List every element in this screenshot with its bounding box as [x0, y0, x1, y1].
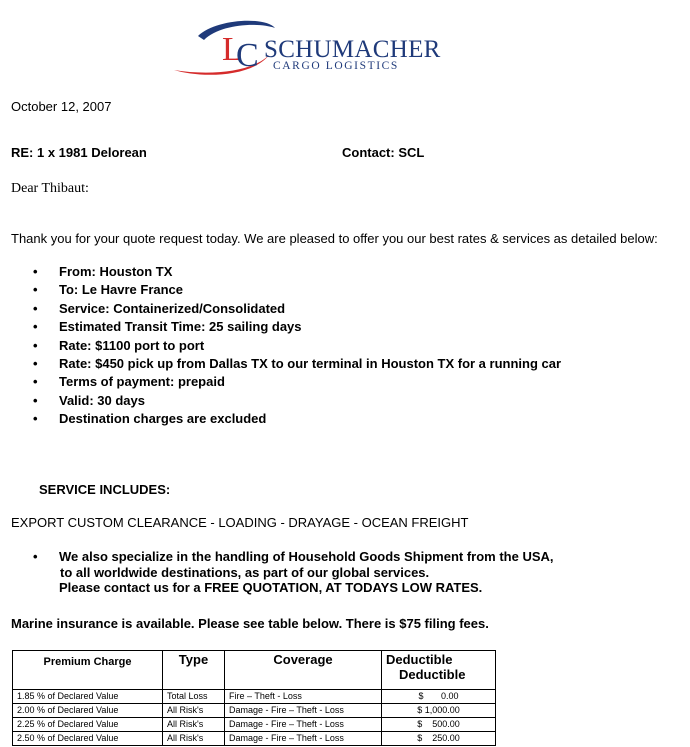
insurance-table	[12, 650, 496, 746]
cell-coverage: Damage - Fire – Theft - Loss	[225, 732, 382, 746]
table-header-row	[13, 651, 496, 690]
list-item: • Valid: 30 days	[30, 392, 561, 410]
cell-coverage: Fire – Theft - Loss	[225, 690, 382, 704]
insurance-note: Marine insurance is available. Please see table below. There is $75 filing fees.	[11, 616, 489, 631]
cell-coverage: Damage - Fire – Theft - Loss	[225, 718, 382, 732]
cell-premium: 1.85 % of Declared Value	[13, 690, 163, 704]
cell-premium: 2.50 % of Declared Value	[13, 732, 163, 746]
logo-monogram-l: L	[222, 31, 243, 68]
list-item: • To: Le Havre France	[30, 281, 561, 299]
list-item: • Estimated Transit Time: 25 sailing days	[30, 318, 561, 336]
list-item: • From: Houston TX	[30, 263, 561, 281]
cell-premium: 2.25 % of Declared Value	[13, 718, 163, 732]
list-item: • Terms of payment: prepaid	[30, 373, 561, 391]
cell-deductible: $ 1,000.00	[382, 704, 496, 718]
header-type: Type	[163, 651, 225, 690]
list-item: • Destination charges are excluded	[30, 410, 561, 428]
re-line: RE: 1 x 1981 Delorean	[11, 145, 147, 160]
cell-type: All Risk's	[163, 718, 225, 732]
header-premium-charge: Premium Charge	[13, 651, 163, 690]
cell-type: Total Loss	[163, 690, 225, 704]
intro-paragraph: Thank you for your quote request today. We are pleased to offer you our best rates & services as detailed below:	[11, 231, 658, 246]
cell-premium: 2.00 % of Declared Value	[13, 704, 163, 718]
bullet-icon: •	[33, 549, 38, 564]
list-item: • Service: Containerized/Consolidated	[30, 300, 561, 318]
company-logo	[170, 14, 441, 80]
cell-type: All Risk's	[163, 732, 225, 746]
cell-deductible: $ 0.00	[382, 690, 496, 704]
specialize-line-3: Please contact us for a FREE QUOTATION, AT TODAYS LOW RATES.	[59, 580, 483, 595]
cell-type: All Risk's	[163, 704, 225, 718]
cell-coverage: Damage - Fire – Theft - Loss	[225, 704, 382, 718]
table-row	[13, 690, 496, 704]
quote-details-list	[30, 263, 561, 429]
list-item: • Rate: $1100 port to port	[30, 337, 561, 355]
header-deductible-line-1: Deductible	[386, 652, 453, 667]
specialize-line-1: We also specialize in the handling of Household Goods Shipment from the USA,	[59, 549, 554, 564]
service-includes-text: EXPORT CUSTOM CLEARANCE - LOADING - DRAYAGE - OCEAN FREIGHT	[11, 515, 469, 530]
letter-date: October 12, 2007	[11, 99, 112, 114]
cell-deductible: $ 250.00	[382, 732, 496, 746]
header-deductible-line-2: Deductible	[399, 667, 466, 682]
table-row	[13, 704, 496, 718]
salutation: Dear Thibaut:	[11, 181, 89, 196]
header-deductible	[382, 651, 496, 690]
header-coverage: Coverage	[225, 651, 382, 690]
contact-line: Contact: SCL	[342, 145, 425, 160]
list-item: • Rate: $450 pick up from Dallas TX to our terminal in Houston TX for a running car	[30, 355, 561, 373]
table-row	[13, 732, 496, 746]
logo-tagline: CARGO LOGISTICS	[273, 60, 399, 72]
table-row	[13, 718, 496, 732]
specialize-line-2: to all worldwide destinations, as part of our global services.	[60, 564, 430, 580]
service-includes-heading: SERVICE INCLUDES:	[39, 482, 171, 497]
cell-deductible: $ 500.00	[382, 718, 496, 732]
logo-company-name: SCHUMACHER	[264, 36, 441, 63]
logo-monogram-c: C	[236, 37, 259, 74]
